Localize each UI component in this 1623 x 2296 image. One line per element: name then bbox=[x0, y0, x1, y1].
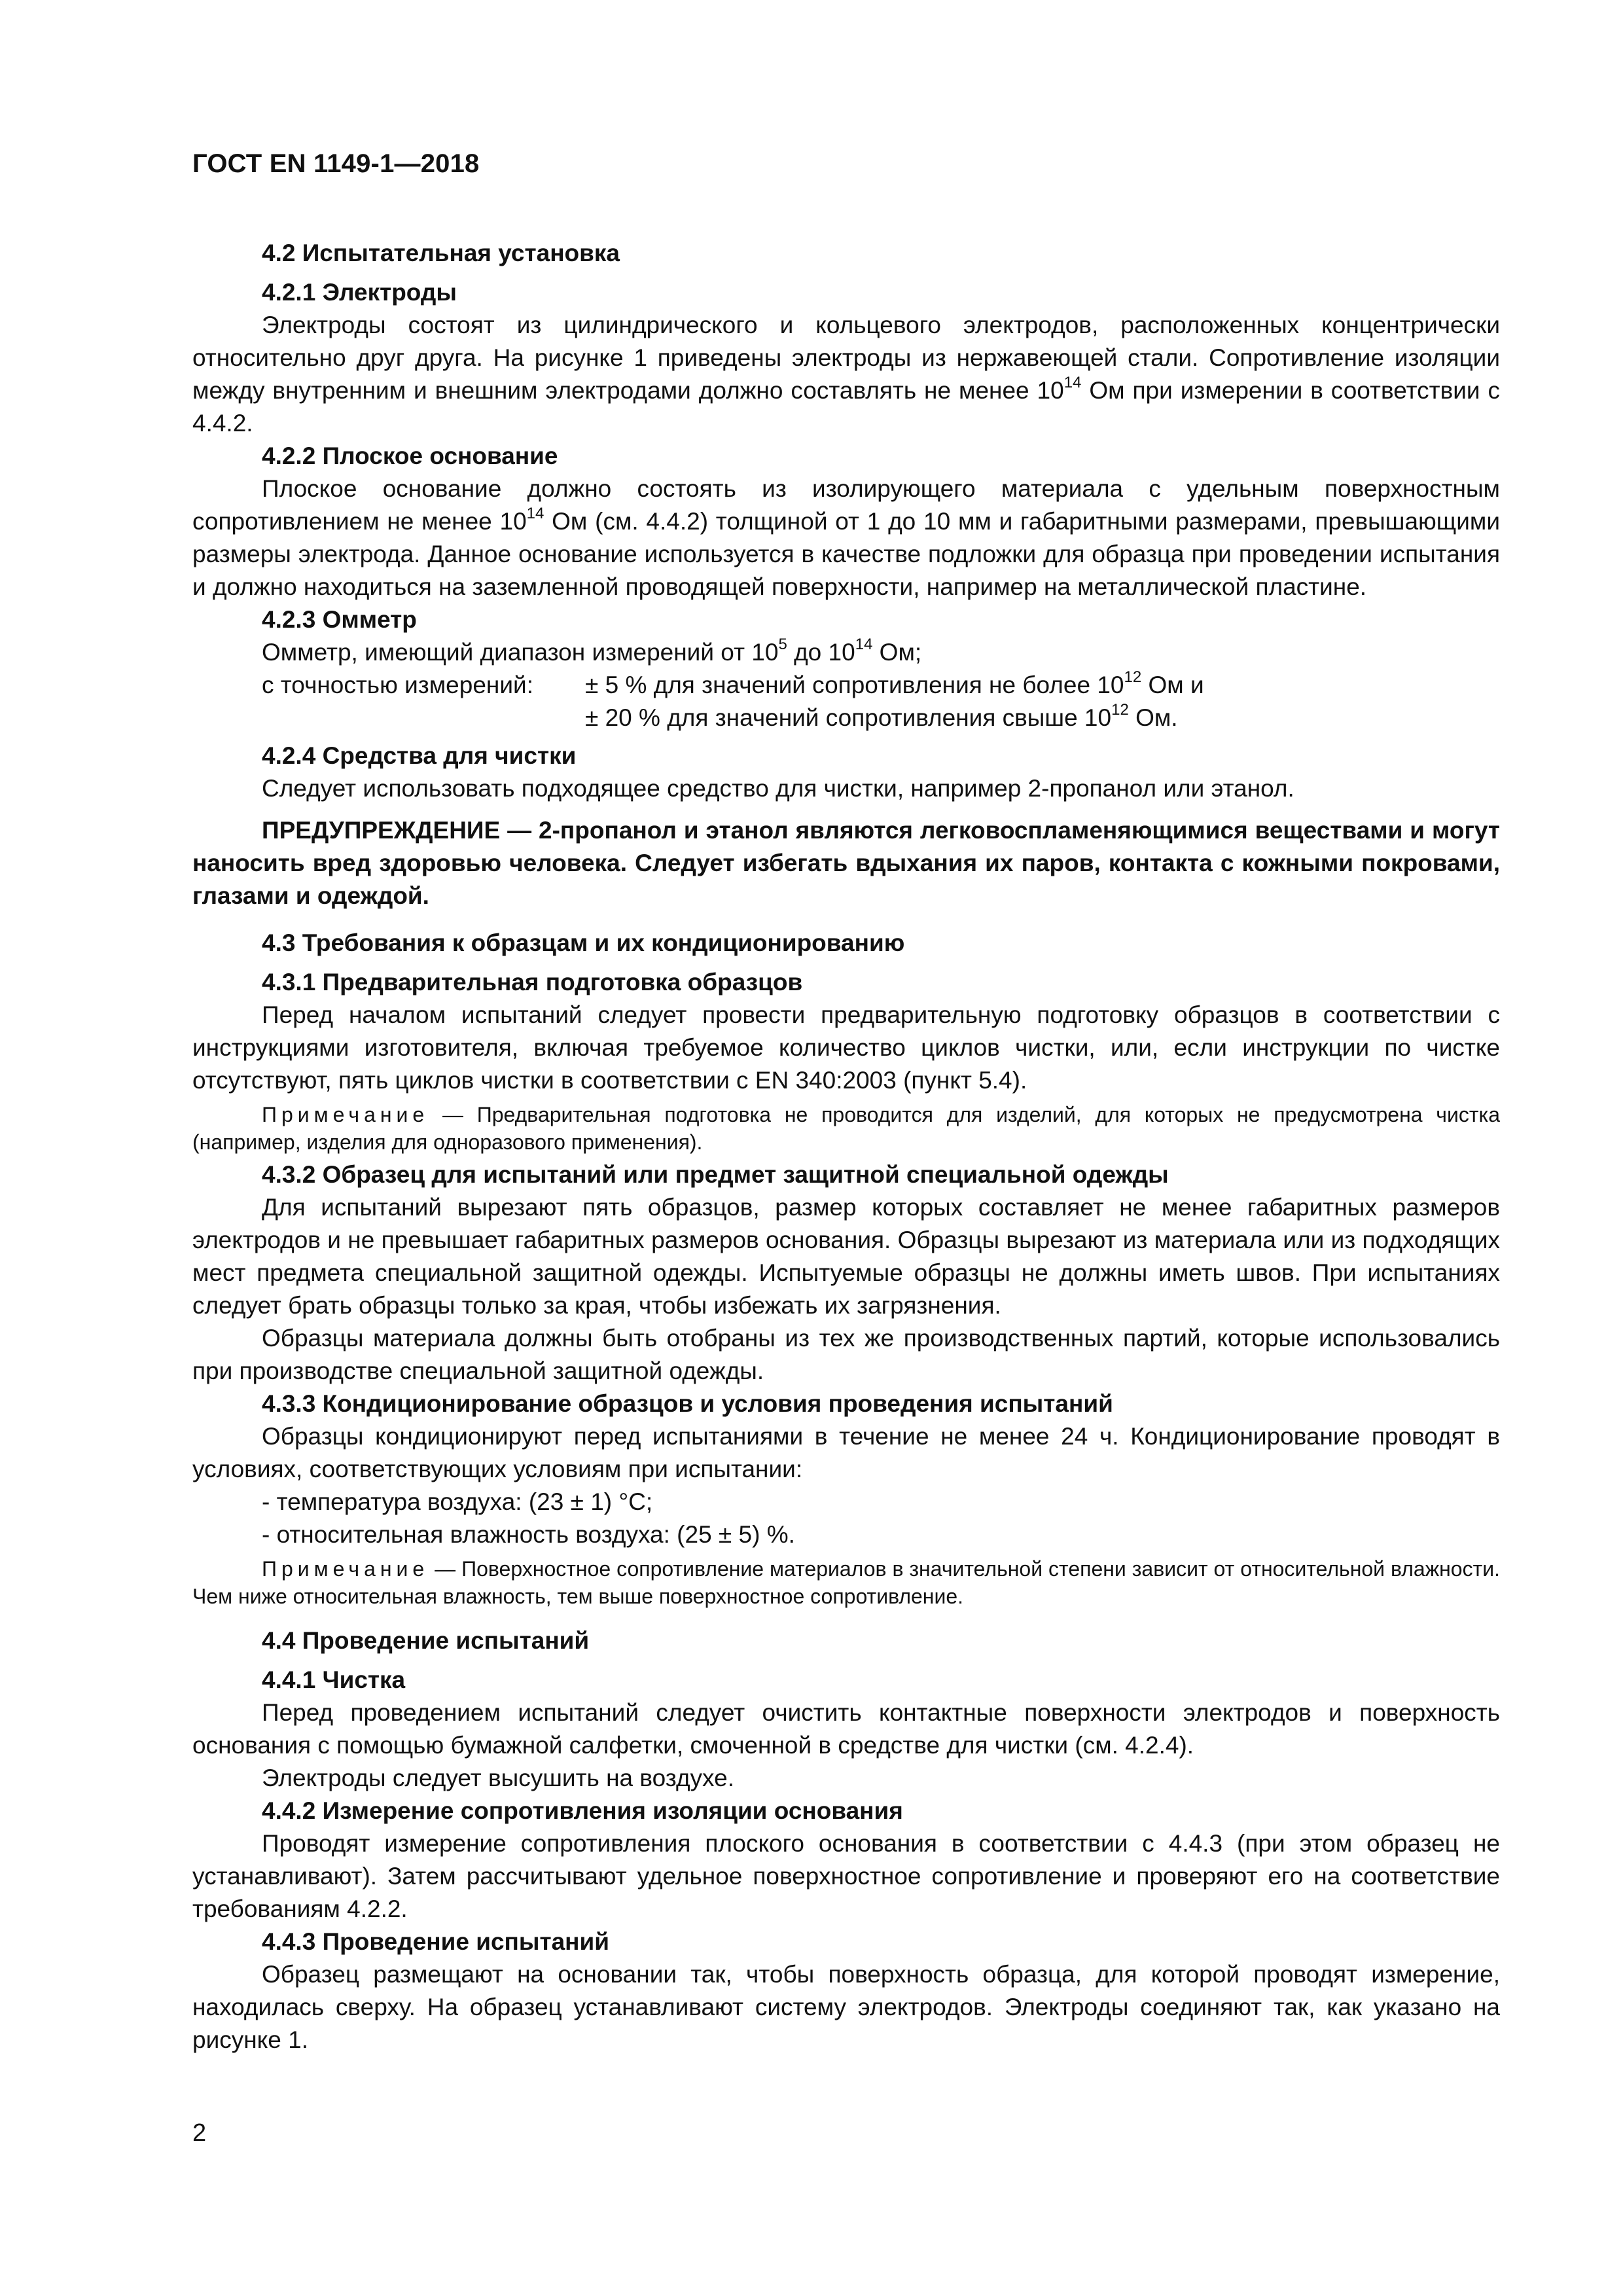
section-4-3-3-paragraph: Образцы кондиционируют перед испытаниями в течение не менее 24 ч. Кондиционирование проводят в условиях, соответствующих условиям при испытании: bbox=[192, 1423, 1500, 1482]
section-4-3-3-note: Примечание — Поверхностное сопротивление материалов в значительной степени зависит от относительной влажности. Чем ниже относительная влажность, тем выше поверхностное сопротивление. bbox=[192, 1557, 1500, 1608]
section-4-4-1-paragraph-2: Электроды следует высушить на воздухе. bbox=[262, 1765, 734, 1791]
section-4-2-4-title: 4.2.4 Средства для чистки bbox=[262, 742, 577, 769]
document-body bbox=[192, 223, 1500, 2056]
section-4-3-1-title: 4.3.1 Предварительная подготовка образцов bbox=[262, 969, 803, 996]
section-4-4-title: 4.4 Проведение испытаний bbox=[262, 1627, 590, 1654]
section-4-3-3-title: 4.3.3 Кондиционирование образцов и условия проведения испытаний bbox=[262, 1390, 1113, 1417]
section-4-3-1-paragraph: Перед началом испытаний следует провести предварительную подготовку образцов в соответствии с инструкциями изготовителя, включая требуемое количество циклов чистки, или, если инструкции по чистке отсутствуют, пять циклов чистки в соответствии с EN 340:2003 (пункт 5.4). bbox=[192, 1001, 1500, 1094]
section-4-4-2-title: 4.4.2 Измерение сопротивления изоляции основания bbox=[262, 1797, 903, 1824]
section-4-3-2-paragraph-1: Для испытаний вырезают пять образцов, размер которых составляет не менее габаритных размеров электродов и не превышает габаритных размеров основания. Образцы вырезают из материала или из подходящих мест предмета специальной защитной одежды. Испытуемые образцы не должны иметь швов. При испытаниях следует брать образцы только за края, чтобы избежать их загрязнения. bbox=[192, 1194, 1500, 1319]
section-4-2-title: 4.2 Испытательная установка bbox=[262, 240, 620, 266]
section-4-4-1-paragraph-1: Перед проведением испытаний следует очистить контактные поверхности электродов и поверхность основания с помощью бумажной салфетки, смоченной в средстве для чистки (см. 4.2.4). bbox=[192, 1699, 1500, 1759]
section-4-2-1-title: 4.2.1 Электроды bbox=[262, 279, 457, 306]
ohmmeter-range: Омметр, имеющий диапазон измерений от $10^5$ до $10^{14}$ Ом; bbox=[262, 635, 922, 666]
section-4-4-1-title: 4.4.1 Чистка bbox=[262, 1666, 406, 1693]
document-header: ГОСТ EN 1149-1—2018 bbox=[192, 149, 480, 178]
section-4-4-3-title: 4.4.3 Проведение испытаний bbox=[262, 1928, 610, 1955]
section-4-3-2-title: 4.3.2 Образец для испытаний или предмет защитной специальной одежды bbox=[262, 1161, 1169, 1188]
condition-humidity: - относительная влажность воздуха: (25 ± 5) %. bbox=[262, 1521, 795, 1548]
section-4-3-1-note: Примечание — Предварительная подготовка не проводится для изделий, для которых не предусмотрена чистка (например, изделия для одноразового применения). bbox=[192, 1103, 1500, 1154]
section-4-3-2-paragraph-2: Образцы материала должны быть отобраны из тех же производственных партий, которые использовались при производстве специальной защитной одежды. bbox=[192, 1325, 1500, 1384]
section-4-2-2-title: 4.2.2 Плоское основание bbox=[262, 442, 558, 469]
ohmmeter-accuracy-2: ± 20 % для значений сопротивления свыше $10^{12}$ Ом. bbox=[585, 700, 1178, 731]
section-4-3-title: 4.3 Требования к образцам и их кондиционированию bbox=[262, 929, 905, 956]
ohmmeter-accuracy-1: с точностью измерений: ± 5 % для значений сопротивления не более $10^{12}$ Ом и bbox=[262, 668, 1204, 698]
section-4-2-4-paragraph: Следует использовать подходящее средство для чистки, например 2-пропанол или этанол. bbox=[262, 775, 1294, 802]
condition-temperature: - температура воздуха: (23 ± 1) °С; bbox=[262, 1488, 653, 1515]
section-4-2-3-title: 4.2.3 Омметр bbox=[262, 606, 417, 633]
section-4-4-3-paragraph: Образец размещают на основании так, чтобы поверхность образца, для которой проводят измерение, находилась сверху. На образец устанавливают систему электродов. Электроды соединяют так, как указано на рисунке 1. bbox=[192, 1961, 1500, 2053]
page-number: 2 bbox=[192, 2119, 207, 2147]
section-4-2-2-paragraph: Плоское основание должно состоять из изолирующего материала с удельным поверхностным сопротивлением не менее $10^{14}$ Ом (см. 4.4.2) толщиной от 1 до 10 мм и габаритными размерами, превышающими размеры электрода. Данное основание используется в качестве подложки для образца при проведении испытания и должно находиться на заземленной проводящей поверхности, например на металлической пластине. bbox=[192, 475, 1500, 600]
section-4-4-2-paragraph: Проводят измерение сопротивления плоского основания в соответствии с 4.4.3 (при этом образец не устанавливают). Затем рассчитывают удельное поверхностное сопротивление и проверяют его на соответствие требованиям 4.2.2. bbox=[192, 1830, 1500, 1922]
warning-paragraph: ПРЕДУПРЕЖДЕНИЕ — 2-пропанол и этанол являются легковоспламеняющимися веществами и могут наносить вред здоровью человека. Следует избегать вдыхания их паров, контакта с кожными покровами, глазами и одеждой. bbox=[192, 817, 1500, 909]
section-4-2-1-paragraph: Электроды состоят из цилиндрического и кольцевого электродов, расположенных концентрически относительно друг друга. На рисунке 1 приведены электроды из нержавеющей стали. Сопротивление изоляции между внутренним и внешним электродами должно составлять не менее $10^{14}$ Ом при измерении в соответствии с 4.4.2. bbox=[192, 312, 1500, 437]
